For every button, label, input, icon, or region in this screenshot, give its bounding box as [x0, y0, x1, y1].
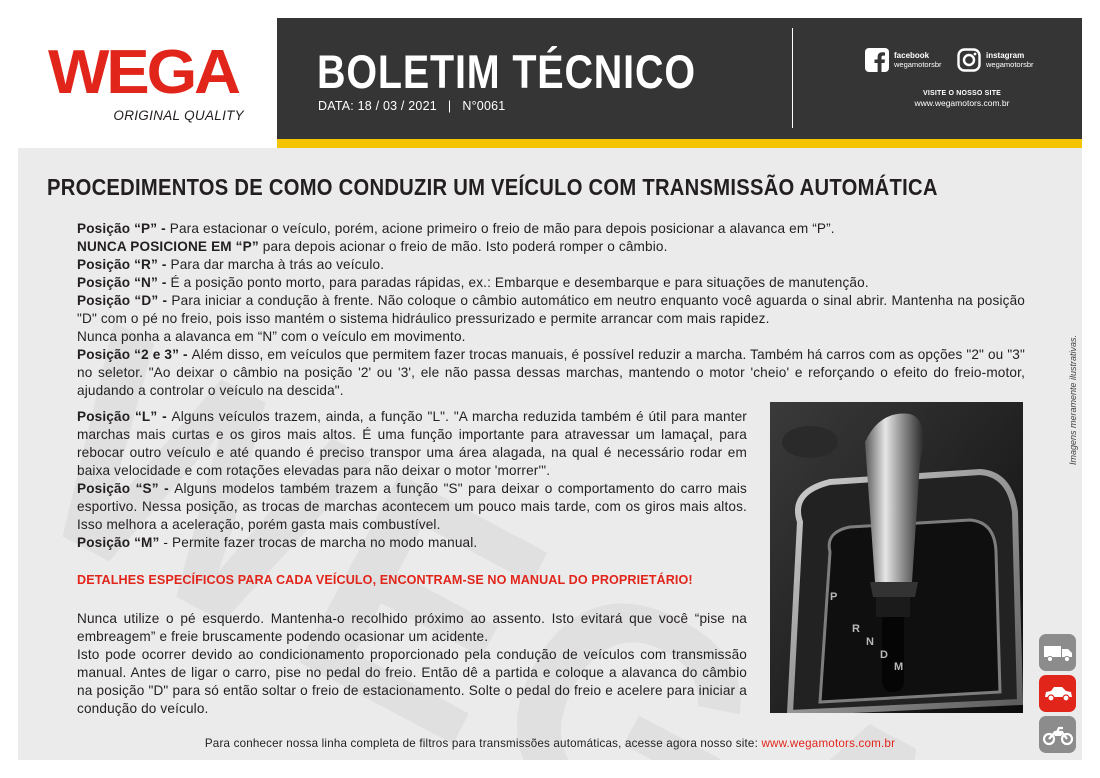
visit-site-url[interactable]: www.wegamotors.com.br: [914, 98, 1010, 108]
page-title: PROCEDIMENTOS DE COMO CONDUZIR UM VEÍCULO COM TRANSMISSÃO AUTOMÁTICA: [47, 174, 938, 200]
paragraph-bold: Posição “S” -: [77, 481, 175, 496]
logo-tagline: ORIGINAL QUALITY: [113, 108, 244, 123]
paragraph-text: Isto pode ocorrer devido ao condicionamento proporcionado pela condução de veículos com transmissão manual. Antes de ligar o carro, pise no pedal do freio. Então dê a partida e coloque a alavanca do câmbio na posição "D" para só então soltar o freio de estacionamento. Solte o pedal do freio e acelere para iniciar a condução do veículo.: [77, 647, 747, 716]
paragraph-bold: Posição “L” -: [77, 409, 172, 424]
motorcycle-icon: [1043, 724, 1073, 746]
paragraph: [77, 408, 747, 480]
truck-category-button[interactable]: [1039, 634, 1076, 671]
header-accent-stripe: [277, 139, 1082, 148]
content-panel: [18, 148, 1082, 760]
paragraph: [77, 328, 1025, 346]
gear-label-r: R: [852, 623, 860, 635]
instagram-handle: wegamotorsbr: [986, 60, 1034, 69]
header-divider: [792, 28, 793, 128]
paragraph-bold: Posição “P” -: [77, 221, 170, 236]
wega-logo: [48, 38, 248, 132]
paragraph: [77, 534, 747, 552]
gear-shifter-photo: [770, 402, 1023, 713]
paragraph-text: Para dar marcha à trás ao veículo.: [170, 257, 385, 272]
driving-tips-text-block: [77, 610, 747, 718]
extra-positions-text-block: [77, 408, 747, 552]
instagram-link[interactable]: [957, 48, 1034, 72]
gear-label-d: D: [880, 649, 888, 661]
facebook-handle: wegamotorsbr: [894, 60, 942, 69]
facebook-link[interactable]: [865, 48, 942, 72]
warning-notice: DETALHES ESPECÍFICOS PARA CADA VEÍCULO, ENCONTRAM-SE NO MANUAL DO PROPRIETÁRIO!: [77, 573, 693, 587]
visit-site[interactable]: [887, 90, 1037, 108]
instagram-text: [986, 51, 1034, 69]
paragraph: [77, 480, 747, 534]
paragraph-text: É a posição ponto morto, para paradas rápidas, ex.: Embarque e desembarque e para situações de manutenção.: [170, 275, 869, 290]
facebook-text: [894, 51, 942, 69]
footer-url[interactable]: www.wegamotors.com.br: [761, 737, 896, 750]
paragraph-bold: NUNCA POSICIONE EM “P”: [77, 239, 259, 254]
gear-shifter-illustration: [770, 402, 1023, 713]
footer-note: [18, 737, 1082, 750]
paragraph-bold: Posição “R” -: [77, 257, 171, 272]
paragraph: [77, 220, 1025, 238]
paragraph: [77, 238, 1025, 256]
paragraph: [77, 256, 1025, 274]
paragraph: [77, 292, 1025, 328]
illustrative-images-note: Imagens meramente ilustrativas.: [1068, 334, 1078, 465]
paragraph: [77, 610, 747, 646]
paragraph: [77, 274, 1025, 292]
car-icon: [1043, 683, 1073, 705]
paragraph-text: para depois acionar o freio de mão. Isto poderá romper o câmbio.: [258, 239, 668, 254]
facebook-label: facebook: [894, 51, 930, 60]
logo-wordmark: WEGA: [48, 38, 238, 107]
facebook-icon: [865, 48, 889, 72]
paragraph-text: Alguns veículos trazem, ainda, a função "L". "A marcha reduzida também é útil para manter marchas mais curtas e os giros mais altos. É uma função importante para atravessar um lamaçal, para rebocar outro veículo e até quando é preciso transpor uma área alagada, na qual é necessário rodar em baixa velocidade e com rotações elevadas para não deixar o motor 'morrer'".: [77, 409, 747, 478]
paragraph: [77, 646, 747, 718]
paragraph-text: Além disso, em veículos que permitem fazer trocas manuais, é possível reduzir a marcha. Também há carros com as opções "2" ou "3" no seletor. "Ao deixar o câmbio na posição '2' ou '3', ele não passa dessas marchas, mantendo o motor 'cheio' e reforçando o efeito do freio-motor, ajudando a controlar o veículo na descida".: [77, 347, 1025, 398]
bulletin-meta: DATA: 18 / 03 / 2021 | N°0061: [318, 99, 506, 113]
gear-label-p: P: [830, 591, 838, 603]
gear-label-n: N: [866, 636, 874, 648]
paragraph-bold: Posição “2 e 3” -: [77, 347, 192, 362]
paragraph-text: Nunca ponha a alavanca em “N” com o veículo em movimento.: [77, 329, 466, 344]
instagram-icon: [957, 48, 981, 72]
paragraph-bold: Posição “M”: [77, 535, 160, 550]
paragraph-bold: Posição “N” -: [77, 275, 171, 290]
paragraph-text: - Permite fazer trocas de marcha no modo manual.: [159, 535, 478, 550]
header-bar: [277, 18, 1082, 139]
visit-site-label: VISITE O NOSSO SITE: [922, 90, 1002, 97]
instagram-label: instagram: [986, 51, 1025, 60]
paragraph-text: Alguns modelos também trazem a função "S" para deixar o comportamento do carro mais esportivo. Nessa posição, as trocas de marchas acontecem um pouco mais tarde, com os giros mais altos. Isso melhora a aceleração, porém gasta mais combustível.: [77, 481, 747, 532]
truck-icon: [1043, 642, 1073, 664]
positions-text-block: [77, 220, 1025, 400]
paragraph-bold: Posição “D” -: [77, 293, 172, 308]
paragraph-text: Para estacionar o veículo, porém, acione primeiro o freio de mão para depois posicionar a alavanca em “P”.: [169, 221, 835, 236]
paragraph-text: Para iniciar a condução à frente. Não coloque o câmbio automático em neutro enquanto você aguarda o sinal abrir. Mantenha na posição "D" com o pé no freio, pois isso mantém o sistema hidráulico pressurizado e permite arrancar com mais rapidez.: [77, 293, 1026, 326]
footer-text: Para conhecer nossa linha completa de filtros para transmissões automáticas, acesse agora nosso site:: [204, 737, 762, 750]
gear-label-m: M: [894, 661, 904, 673]
bulletin-title: BOLETIM TÉCNICO: [317, 45, 696, 98]
paragraph: [77, 346, 1025, 400]
motorcycle-category-button[interactable]: [1039, 716, 1076, 753]
paragraph-text: Nunca utilize o pé esquerdo. Mantenha-o recolhido próximo ao assento. Isto evitará que você “pise na embreagem” e freie bruscamente podendo ocasionar um acidente.: [77, 611, 747, 644]
car-category-button[interactable]: [1039, 675, 1076, 712]
